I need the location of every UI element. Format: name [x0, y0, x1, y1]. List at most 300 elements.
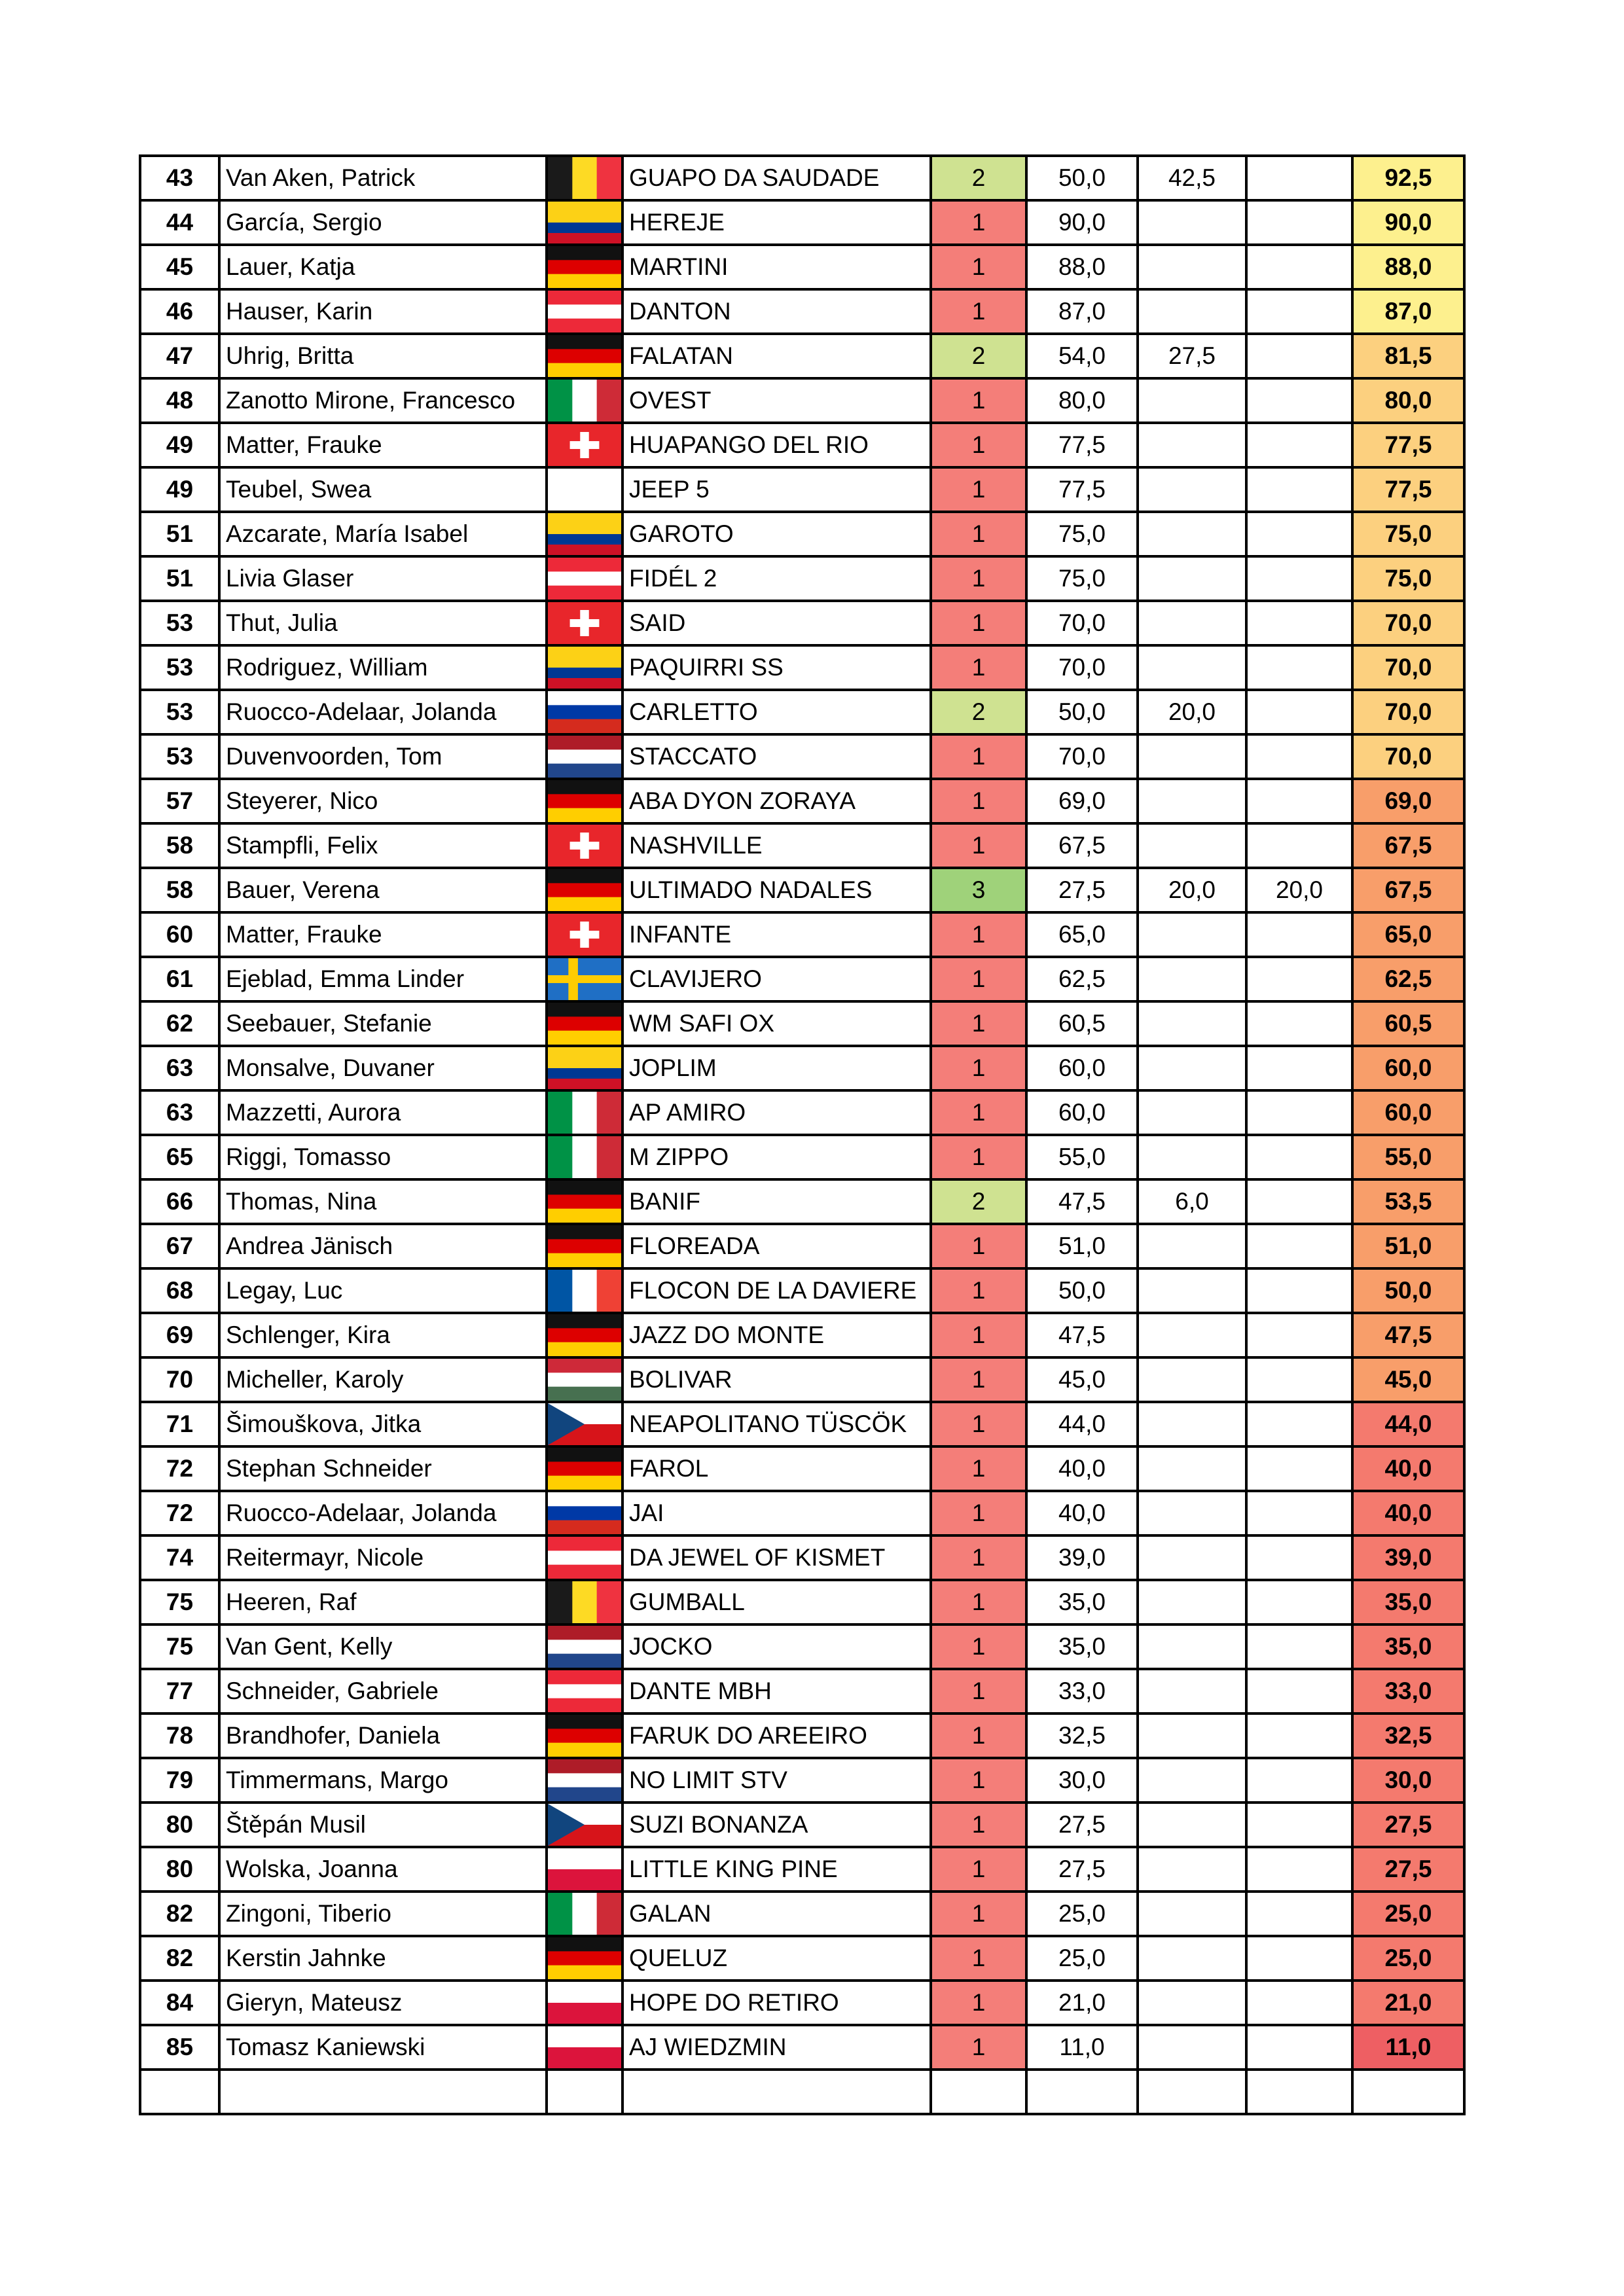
- rank-cell: 84: [140, 1981, 219, 2025]
- score-round-1-cell: 32,5: [1026, 1713, 1138, 1758]
- horse-name-cell: FAROL: [623, 1446, 931, 1491]
- total-score-cell: 47,5: [1352, 1313, 1464, 1357]
- score-round-1-cell: 88,0: [1026, 245, 1138, 289]
- score-round-3-cell: [1246, 334, 1352, 378]
- total-score-cell: 32,5: [1352, 1713, 1464, 1758]
- rider-name-cell: Wolska, Joanna: [219, 1847, 547, 1892]
- score-round-1-cell: 69,0: [1026, 779, 1138, 823]
- score-round-1-cell: 47,5: [1026, 1179, 1138, 1224]
- total-score-cell: 60,0: [1352, 1046, 1464, 1090]
- table-row: [140, 334, 1464, 378]
- total-score-cell: 88,0: [1352, 245, 1464, 289]
- rounds-count-cell: 1: [931, 601, 1026, 645]
- score-round-3-cell: [1246, 1357, 1352, 1402]
- score-round-2-cell: [1138, 1803, 1246, 1847]
- rounds-count-cell: 1: [931, 957, 1026, 1001]
- score-round-3-cell: [1246, 1046, 1352, 1090]
- rank-cell: 68: [140, 1268, 219, 1313]
- rounds-count-cell: 2: [931, 1179, 1026, 1224]
- score-round-2-cell: 20,0: [1138, 690, 1246, 734]
- rank-cell: [140, 2070, 219, 2114]
- rider-name-cell: Reitermayr, Nicole: [219, 1535, 547, 1580]
- score-round-2-cell: [1138, 1758, 1246, 1803]
- score-round-3-cell: [1246, 912, 1352, 957]
- sweden-flag-icon: [548, 958, 621, 1000]
- horse-name-cell: FIDÉL 2: [623, 556, 931, 601]
- horse-name-cell: QUELUZ: [623, 1936, 931, 1981]
- rider-name-cell: Stephan Schneider: [219, 1446, 547, 1491]
- score-round-1-cell: 77,5: [1026, 467, 1138, 512]
- table-row: [140, 1981, 1464, 2025]
- flag-cell: [547, 1268, 623, 1313]
- table-row: [140, 1758, 1464, 1803]
- rounds-count-cell: 1: [931, 1669, 1026, 1713]
- rank-cell: 53: [140, 690, 219, 734]
- italy-flag-icon: [548, 1136, 621, 1178]
- horse-name-cell: GUAPO DA SAUDADE: [623, 156, 931, 200]
- score-round-1-cell: 60,5: [1026, 1001, 1138, 1046]
- flag-cell: [547, 2070, 623, 2114]
- table-row: [140, 467, 1464, 512]
- horse-name-cell: WM SAFI OX: [623, 1001, 931, 1046]
- score-round-2-cell: [1138, 1981, 1246, 2025]
- rank-cell: 47: [140, 334, 219, 378]
- horse-name-cell: PAQUIRRI SS: [623, 645, 931, 690]
- rounds-count-cell: 1: [931, 1535, 1026, 1580]
- flag-cell: [547, 1580, 623, 1624]
- rank-cell: 53: [140, 734, 219, 779]
- score-round-1-cell: 33,0: [1026, 1669, 1138, 1713]
- flag-cell: [547, 334, 623, 378]
- score-round-3-cell: [1246, 1669, 1352, 1713]
- france-flag-icon: [548, 1270, 621, 1312]
- rounds-count-cell: 1: [931, 1446, 1026, 1491]
- flag-cell: [547, 1624, 623, 1669]
- horse-name-cell: SAID: [623, 601, 931, 645]
- score-round-1-cell: [1026, 2070, 1138, 2114]
- score-round-1-cell: 44,0: [1026, 1402, 1138, 1446]
- rounds-count-cell: 1: [931, 1090, 1026, 1135]
- horse-name-cell: BANIF: [623, 1179, 931, 1224]
- rider-name-cell: Šimouškova, Jitka: [219, 1402, 547, 1446]
- flag-cell: [547, 1491, 623, 1535]
- germany-flag-icon: [548, 1715, 621, 1757]
- rounds-count-cell: 1: [931, 2025, 1026, 2070]
- total-score-cell: 92,5: [1352, 156, 1464, 200]
- flag-cell: [547, 467, 623, 512]
- score-round-2-cell: [1138, 1357, 1246, 1402]
- rounds-count-cell: 1: [931, 1892, 1026, 1936]
- horse-name-cell: DA JEWEL OF KISMET: [623, 1535, 931, 1580]
- italy-flag-icon: [548, 1092, 621, 1134]
- score-round-3-cell: [1246, 1001, 1352, 1046]
- score-round-2-cell: [1138, 1446, 1246, 1491]
- score-round-2-cell: 20,0: [1138, 868, 1246, 912]
- table-row: [140, 823, 1464, 868]
- rider-name-cell: Zingoni, Tiberio: [219, 1892, 547, 1936]
- rider-name-cell: Kerstin Jahnke: [219, 1936, 547, 1981]
- rank-cell: 69: [140, 1313, 219, 1357]
- score-round-2-cell: [1138, 1713, 1246, 1758]
- rider-name-cell: Mazzetti, Aurora: [219, 1090, 547, 1135]
- score-round-2-cell: [1138, 1936, 1246, 1981]
- horse-name-cell: NEAPOLITANO TÜSCÖK: [623, 1402, 931, 1446]
- total-score-cell: 45,0: [1352, 1357, 1464, 1402]
- score-round-3-cell: [1246, 378, 1352, 423]
- score-round-3-cell: [1246, 1892, 1352, 1936]
- flag-cell: [547, 912, 623, 957]
- austria-flag-icon: [548, 1670, 621, 1712]
- flag-cell: [547, 1313, 623, 1357]
- rank-cell: 75: [140, 1624, 219, 1669]
- total-score-cell: 65,0: [1352, 912, 1464, 957]
- table-row: [140, 1402, 1464, 1446]
- score-round-1-cell: 35,0: [1026, 1580, 1138, 1624]
- rounds-count-cell: 1: [931, 1491, 1026, 1535]
- score-round-1-cell: 67,5: [1026, 823, 1138, 868]
- rounds-count-cell: 1: [931, 1713, 1026, 1758]
- rank-cell: 65: [140, 1135, 219, 1179]
- score-round-1-cell: 80,0: [1026, 378, 1138, 423]
- rider-name-cell: Seebauer, Stefanie: [219, 1001, 547, 1046]
- total-score-cell: 70,0: [1352, 601, 1464, 645]
- flag-cell: [547, 245, 623, 289]
- flag-cell: [547, 690, 623, 734]
- rounds-count-cell: 2: [931, 334, 1026, 378]
- rank-cell: 63: [140, 1090, 219, 1135]
- rider-name-cell: Hauser, Karin: [219, 289, 547, 334]
- rider-name-cell: Matter, Frauke: [219, 423, 547, 467]
- rank-cell: 43: [140, 156, 219, 200]
- score-round-2-cell: [1138, 1402, 1246, 1446]
- flag-cell: [547, 823, 623, 868]
- rider-name-cell: Azcarate, María Isabel: [219, 512, 547, 556]
- score-round-3-cell: [1246, 156, 1352, 200]
- rank-cell: 66: [140, 1179, 219, 1224]
- rider-name-cell: García, Sergio: [219, 200, 547, 245]
- table-row: [140, 645, 1464, 690]
- rounds-count-cell: 1: [931, 1313, 1026, 1357]
- rider-name-cell: Duvenvoorden, Tom: [219, 734, 547, 779]
- rider-name-cell: Timmermans, Margo: [219, 1758, 547, 1803]
- horse-name-cell: GALAN: [623, 1892, 931, 1936]
- switzerland-flag-icon: [548, 602, 621, 644]
- table-row: [140, 1446, 1464, 1491]
- score-round-3-cell: [1246, 1313, 1352, 1357]
- rider-name-cell: Štěpán Musil: [219, 1803, 547, 1847]
- rank-cell: 53: [140, 645, 219, 690]
- flag-cell: [547, 779, 623, 823]
- rider-name-cell: Heeren, Raf: [219, 1580, 547, 1624]
- score-round-2-cell: 6,0: [1138, 1179, 1246, 1224]
- horse-name-cell: SUZI BONANZA: [623, 1803, 931, 1847]
- score-round-3-cell: [1246, 1713, 1352, 1758]
- rank-cell: 44: [140, 200, 219, 245]
- rider-name-cell: Schneider, Gabriele: [219, 1669, 547, 1713]
- score-round-3-cell: [1246, 2025, 1352, 2070]
- score-round-2-cell: [1138, 200, 1246, 245]
- rounds-count-cell: 1: [931, 245, 1026, 289]
- rounds-count-cell: 1: [931, 289, 1026, 334]
- rounds-count-cell: 1: [931, 1268, 1026, 1313]
- total-score-cell: 51,0: [1352, 1224, 1464, 1268]
- netherlands-flag-icon: [548, 1626, 621, 1668]
- score-round-2-cell: [1138, 601, 1246, 645]
- score-round-1-cell: 27,5: [1026, 868, 1138, 912]
- rounds-count-cell: 1: [931, 1580, 1026, 1624]
- table-row: [140, 1803, 1464, 1847]
- score-round-2-cell: [1138, 1847, 1246, 1892]
- hungary-flag-icon: [548, 1359, 621, 1401]
- table-row: [140, 1046, 1464, 1090]
- flag-cell: [547, 1046, 623, 1090]
- flag-cell: [547, 1847, 623, 1892]
- rank-cell: 60: [140, 912, 219, 957]
- horse-name-cell: JOPLIM: [623, 1046, 931, 1090]
- score-round-3-cell: [1246, 1936, 1352, 1981]
- score-round-2-cell: [1138, 734, 1246, 779]
- rider-name-cell: Ruocco-Adelaar, Jolanda: [219, 690, 547, 734]
- rank-cell: 71: [140, 1402, 219, 1446]
- score-round-1-cell: 51,0: [1026, 1224, 1138, 1268]
- score-round-2-cell: [1138, 1491, 1246, 1535]
- table-row: [140, 1713, 1464, 1758]
- score-round-2-cell: [1138, 2070, 1246, 2114]
- rider-name-cell: Legay, Luc: [219, 1268, 547, 1313]
- switzerland-flag-icon: [548, 914, 621, 956]
- horse-name-cell: HOPE DO RETIRO: [623, 1981, 931, 2025]
- rider-name-cell: Zanotto Mirone, Francesco: [219, 378, 547, 423]
- flag-cell: [547, 512, 623, 556]
- rank-cell: 63: [140, 1046, 219, 1090]
- rounds-count-cell: 1: [931, 1847, 1026, 1892]
- rounds-count-cell: 1: [931, 779, 1026, 823]
- score-round-3-cell: [1246, 734, 1352, 779]
- horse-name-cell: STACCATO: [623, 734, 931, 779]
- switzerland-flag-icon: [548, 825, 621, 867]
- score-round-2-cell: [1138, 1535, 1246, 1580]
- total-score-cell: 30,0: [1352, 1758, 1464, 1803]
- rounds-count-cell: 1: [931, 1624, 1026, 1669]
- score-round-3-cell: [1246, 1624, 1352, 1669]
- horse-name-cell: HUAPANGO DEL RIO: [623, 423, 931, 467]
- colombia-flag-icon: [548, 202, 621, 243]
- horse-name-cell: DANTON: [623, 289, 931, 334]
- rounds-count-cell: 1: [931, 734, 1026, 779]
- score-round-2-cell: [1138, 1224, 1246, 1268]
- rider-name-cell: Van Gent, Kelly: [219, 1624, 547, 1669]
- horse-name-cell: BOLIVAR: [623, 1357, 931, 1402]
- rider-name-cell: Rodriguez, William: [219, 645, 547, 690]
- table-row: [140, 1847, 1464, 1892]
- score-round-1-cell: 21,0: [1026, 1981, 1138, 2025]
- rounds-count-cell: 1: [931, 512, 1026, 556]
- score-round-1-cell: 70,0: [1026, 645, 1138, 690]
- italy-flag-icon: [548, 1893, 621, 1935]
- belgium-flag-icon: [548, 1581, 621, 1623]
- flag-cell: [547, 1135, 623, 1179]
- horse-name-cell: FLOCON DE LA DAVIERE: [623, 1268, 931, 1313]
- score-round-2-cell: [1138, 1313, 1246, 1357]
- score-round-2-cell: [1138, 1268, 1246, 1313]
- rank-cell: 70: [140, 1357, 219, 1402]
- total-score-cell: 62,5: [1352, 957, 1464, 1001]
- rider-name-cell: Gieryn, Mateusz: [219, 1981, 547, 2025]
- rank-cell: 82: [140, 1892, 219, 1936]
- score-round-1-cell: 11,0: [1026, 2025, 1138, 2070]
- score-round-3-cell: [1246, 1402, 1352, 1446]
- rider-name-cell: Tomasz Kaniewski: [219, 2025, 547, 2070]
- score-round-3-cell: [1246, 1847, 1352, 1892]
- table-row: [140, 601, 1464, 645]
- rounds-count-cell: 1: [931, 556, 1026, 601]
- russia-flag-icon: [548, 1492, 621, 1534]
- flag-cell: [547, 957, 623, 1001]
- horse-name-cell: NASHVILLE: [623, 823, 931, 868]
- rank-cell: 75: [140, 1580, 219, 1624]
- horse-name-cell: [623, 2070, 931, 2114]
- flag-cell: [547, 423, 623, 467]
- score-round-1-cell: 60,0: [1026, 1090, 1138, 1135]
- poland-flag-icon: [548, 1982, 621, 2024]
- colombia-flag-icon: [548, 647, 621, 689]
- rounds-count-cell: 1: [931, 467, 1026, 512]
- score-round-1-cell: 75,0: [1026, 556, 1138, 601]
- total-score-cell: 27,5: [1352, 1803, 1464, 1847]
- total-score-cell: 90,0: [1352, 200, 1464, 245]
- flag-cell: [547, 1981, 623, 2025]
- total-score-cell: 53,5: [1352, 1179, 1464, 1224]
- rider-name-cell: Ejeblad, Emma Linder: [219, 957, 547, 1001]
- flag-cell: [547, 200, 623, 245]
- rank-cell: 80: [140, 1803, 219, 1847]
- score-round-3-cell: 20,0: [1246, 868, 1352, 912]
- score-round-3-cell: [1246, 1981, 1352, 2025]
- score-round-1-cell: 70,0: [1026, 601, 1138, 645]
- score-round-3-cell: [1246, 1803, 1352, 1847]
- rider-name-cell: Steyerer, Nico: [219, 779, 547, 823]
- flag-cell: [547, 289, 623, 334]
- table-row: [140, 512, 1464, 556]
- score-round-3-cell: [1246, 645, 1352, 690]
- flag-cell: [547, 645, 623, 690]
- score-round-1-cell: 62,5: [1026, 957, 1138, 1001]
- flag-cell: [547, 1179, 623, 1224]
- table-row: [140, 556, 1464, 601]
- rider-name-cell: Thut, Julia: [219, 601, 547, 645]
- horse-name-cell: JAZZ DO MONTE: [623, 1313, 931, 1357]
- rank-cell: 72: [140, 1491, 219, 1535]
- austria-flag-icon: [548, 558, 621, 600]
- flag-cell: [547, 1402, 623, 1446]
- flag-cell: [547, 1224, 623, 1268]
- score-round-2-cell: [1138, 289, 1246, 334]
- score-round-1-cell: 40,0: [1026, 1446, 1138, 1491]
- germany-flag-icon: [548, 1448, 621, 1490]
- score-round-2-cell: [1138, 1580, 1246, 1624]
- horse-name-cell: LITTLE KING PINE: [623, 1847, 931, 1892]
- rider-name-cell: Bauer, Verena: [219, 868, 547, 912]
- rider-name-cell: Livia Glaser: [219, 556, 547, 601]
- czech-flag-icon: [548, 1403, 621, 1445]
- switzerland-flag-icon: [548, 424, 621, 466]
- total-score-cell: 44,0: [1352, 1402, 1464, 1446]
- rider-name-cell: Stampfli, Felix: [219, 823, 547, 868]
- rank-cell: 78: [140, 1713, 219, 1758]
- total-score-cell: 60,0: [1352, 1090, 1464, 1135]
- score-round-3-cell: [1246, 2070, 1352, 2114]
- table-row: [140, 1580, 1464, 1624]
- score-round-3-cell: [1246, 200, 1352, 245]
- horse-name-cell: FLOREADA: [623, 1224, 931, 1268]
- table-row: [140, 1357, 1464, 1402]
- score-round-1-cell: 27,5: [1026, 1803, 1138, 1847]
- total-score-cell: 33,0: [1352, 1669, 1464, 1713]
- table-row: [140, 1669, 1464, 1713]
- rounds-count-cell: 2: [931, 690, 1026, 734]
- rank-cell: 85: [140, 2025, 219, 2070]
- total-score-cell: 39,0: [1352, 1535, 1464, 1580]
- score-round-1-cell: 40,0: [1026, 1491, 1138, 1535]
- horse-name-cell: MARTINI: [623, 245, 931, 289]
- score-round-3-cell: [1246, 1224, 1352, 1268]
- flag-cell: [547, 1001, 623, 1046]
- score-round-1-cell: 65,0: [1026, 912, 1138, 957]
- score-round-2-cell: [1138, 912, 1246, 957]
- score-round-3-cell: [1246, 1535, 1352, 1580]
- score-round-3-cell: [1246, 1179, 1352, 1224]
- score-round-3-cell: [1246, 1758, 1352, 1803]
- score-round-1-cell: 50,0: [1026, 690, 1138, 734]
- rider-name-cell: Ruocco-Adelaar, Jolanda: [219, 1491, 547, 1535]
- score-round-3-cell: [1246, 423, 1352, 467]
- rounds-count-cell: 1: [931, 1001, 1026, 1046]
- total-score-cell: 35,0: [1352, 1624, 1464, 1669]
- rank-cell: 74: [140, 1535, 219, 1580]
- rounds-count-cell: 1: [931, 1402, 1026, 1446]
- table-row: [140, 1090, 1464, 1135]
- rank-cell: 62: [140, 1001, 219, 1046]
- score-round-3-cell: [1246, 556, 1352, 601]
- table-row: [140, 734, 1464, 779]
- rank-cell: 57: [140, 779, 219, 823]
- table-row: [140, 1001, 1464, 1046]
- rider-name-cell: Micheller, Karoly: [219, 1357, 547, 1402]
- netherlands-flag-icon: [548, 736, 621, 778]
- table-row: [140, 2025, 1464, 2070]
- horse-name-cell: GAROTO: [623, 512, 931, 556]
- flag-cell: [547, 1669, 623, 1713]
- table-row: [140, 1179, 1464, 1224]
- rank-cell: 58: [140, 823, 219, 868]
- flag-cell: [547, 378, 623, 423]
- rider-name-cell: Uhrig, Britta: [219, 334, 547, 378]
- score-round-1-cell: 47,5: [1026, 1313, 1138, 1357]
- total-score-cell: 67,5: [1352, 823, 1464, 868]
- table-row: [140, 378, 1464, 423]
- rounds-count-cell: 1: [931, 1224, 1026, 1268]
- germany-flag-icon: [548, 1937, 621, 1979]
- total-score-cell: 50,0: [1352, 1268, 1464, 1313]
- score-round-3-cell: [1246, 957, 1352, 1001]
- horse-name-cell: JAI: [623, 1491, 931, 1535]
- germany-flag-icon: [548, 869, 621, 911]
- score-round-1-cell: 39,0: [1026, 1535, 1138, 1580]
- score-round-3-cell: [1246, 1268, 1352, 1313]
- score-round-1-cell: 87,0: [1026, 289, 1138, 334]
- total-score-cell: 25,0: [1352, 1892, 1464, 1936]
- score-round-1-cell: 27,5: [1026, 1847, 1138, 1892]
